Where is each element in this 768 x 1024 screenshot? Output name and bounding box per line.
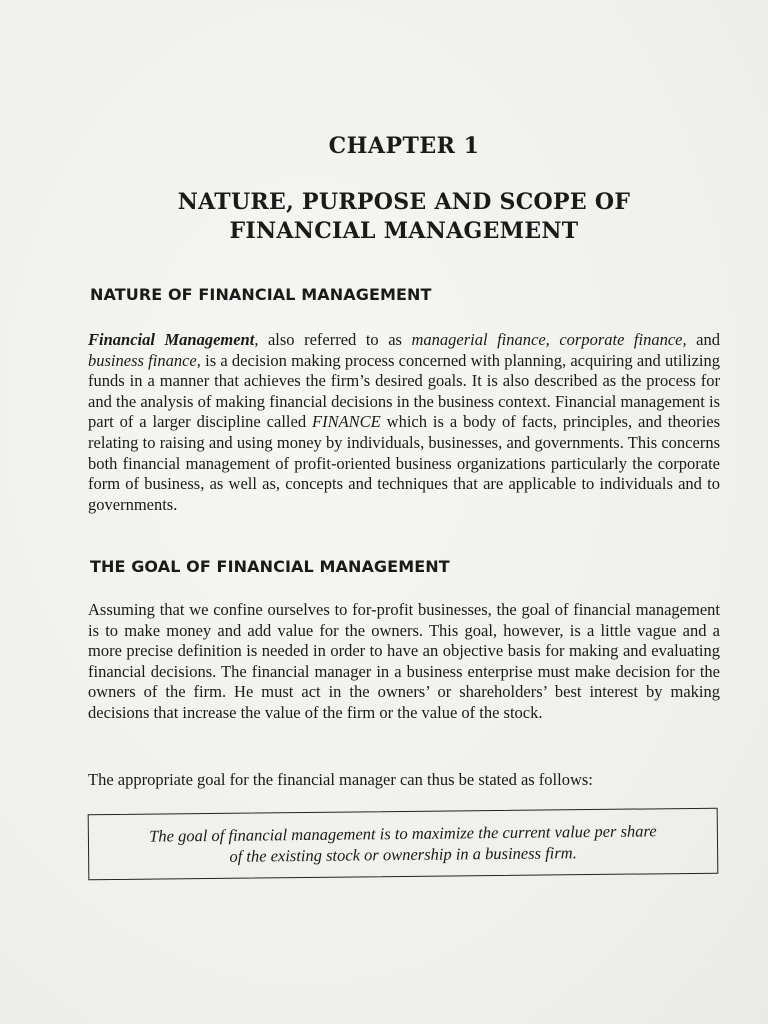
text-run: , also referred to as — [254, 330, 412, 349]
paragraph-nature — [88, 330, 720, 515]
text-run: which is a body of facts, principles, and theories relating to raising and using money by individuals, businesses, and governments. This concerns both financial management of profit-oriented business organizations particularly the corporate form of business, as well as, concepts and techniques that are applicable to individuals and to governments. — [88, 412, 720, 514]
goal-statement-line-1: The goal of financial management is to maximize the current value per share — [149, 821, 657, 846]
section-heading-goal: THE GOAL OF FINANCIAL MANAGEMENT — [90, 557, 450, 576]
text-run: is a decision making process concerned with planning, acquiring and utilizing funds in a manner that achieves the firm’s desired goals. It is also described as the process for and the analysis of making financial decisions in the business context. Financial management is part of a larger discipline called — [88, 350, 720, 432]
goal-statement — [149, 820, 657, 867]
term-alt-names: managerial finance, corporate finance, — [411, 330, 687, 349]
paragraph-goal: Assuming that we confine ourselves to for-profit businesses, the goal of financial management is to make money and add value for the owners. This goal, however, is a little vague and a more precise definition is needed in order to have an objective basis for making and evaluating financial decisions. The financial manager in a business enterprise must make decision for the owners of the firm. He must act in the owners’ or shareholders’ best interest by making decisions that increase the value of the firm or the value of the stock. — [88, 600, 720, 722]
paragraph-appropriate-goal: The appropriate goal for the financial manager can thus be stated as follows: — [88, 770, 593, 789]
chapter-title-line-1: NATURE, PURPOSE AND SCOPE OF — [177, 189, 631, 215]
chapter-title-line-2: FINANCIAL MANAGEMENT — [229, 218, 579, 244]
term-financial-management: Financial Management — [88, 330, 255, 349]
text-run: and — [686, 330, 721, 349]
goal-statement-line-2: of the existing stock or ownership in a business firm. — [229, 843, 577, 866]
term-business-finance: business finance, — [88, 350, 201, 370]
term-finance: FINANCE — [312, 412, 381, 432]
chapter-title — [0, 188, 768, 246]
chapter-label: CHAPTER 1 — [328, 133, 480, 159]
section-heading-nature: NATURE OF FINANCIAL MANAGEMENT — [90, 285, 432, 304]
goal-statement-box — [88, 808, 719, 881]
